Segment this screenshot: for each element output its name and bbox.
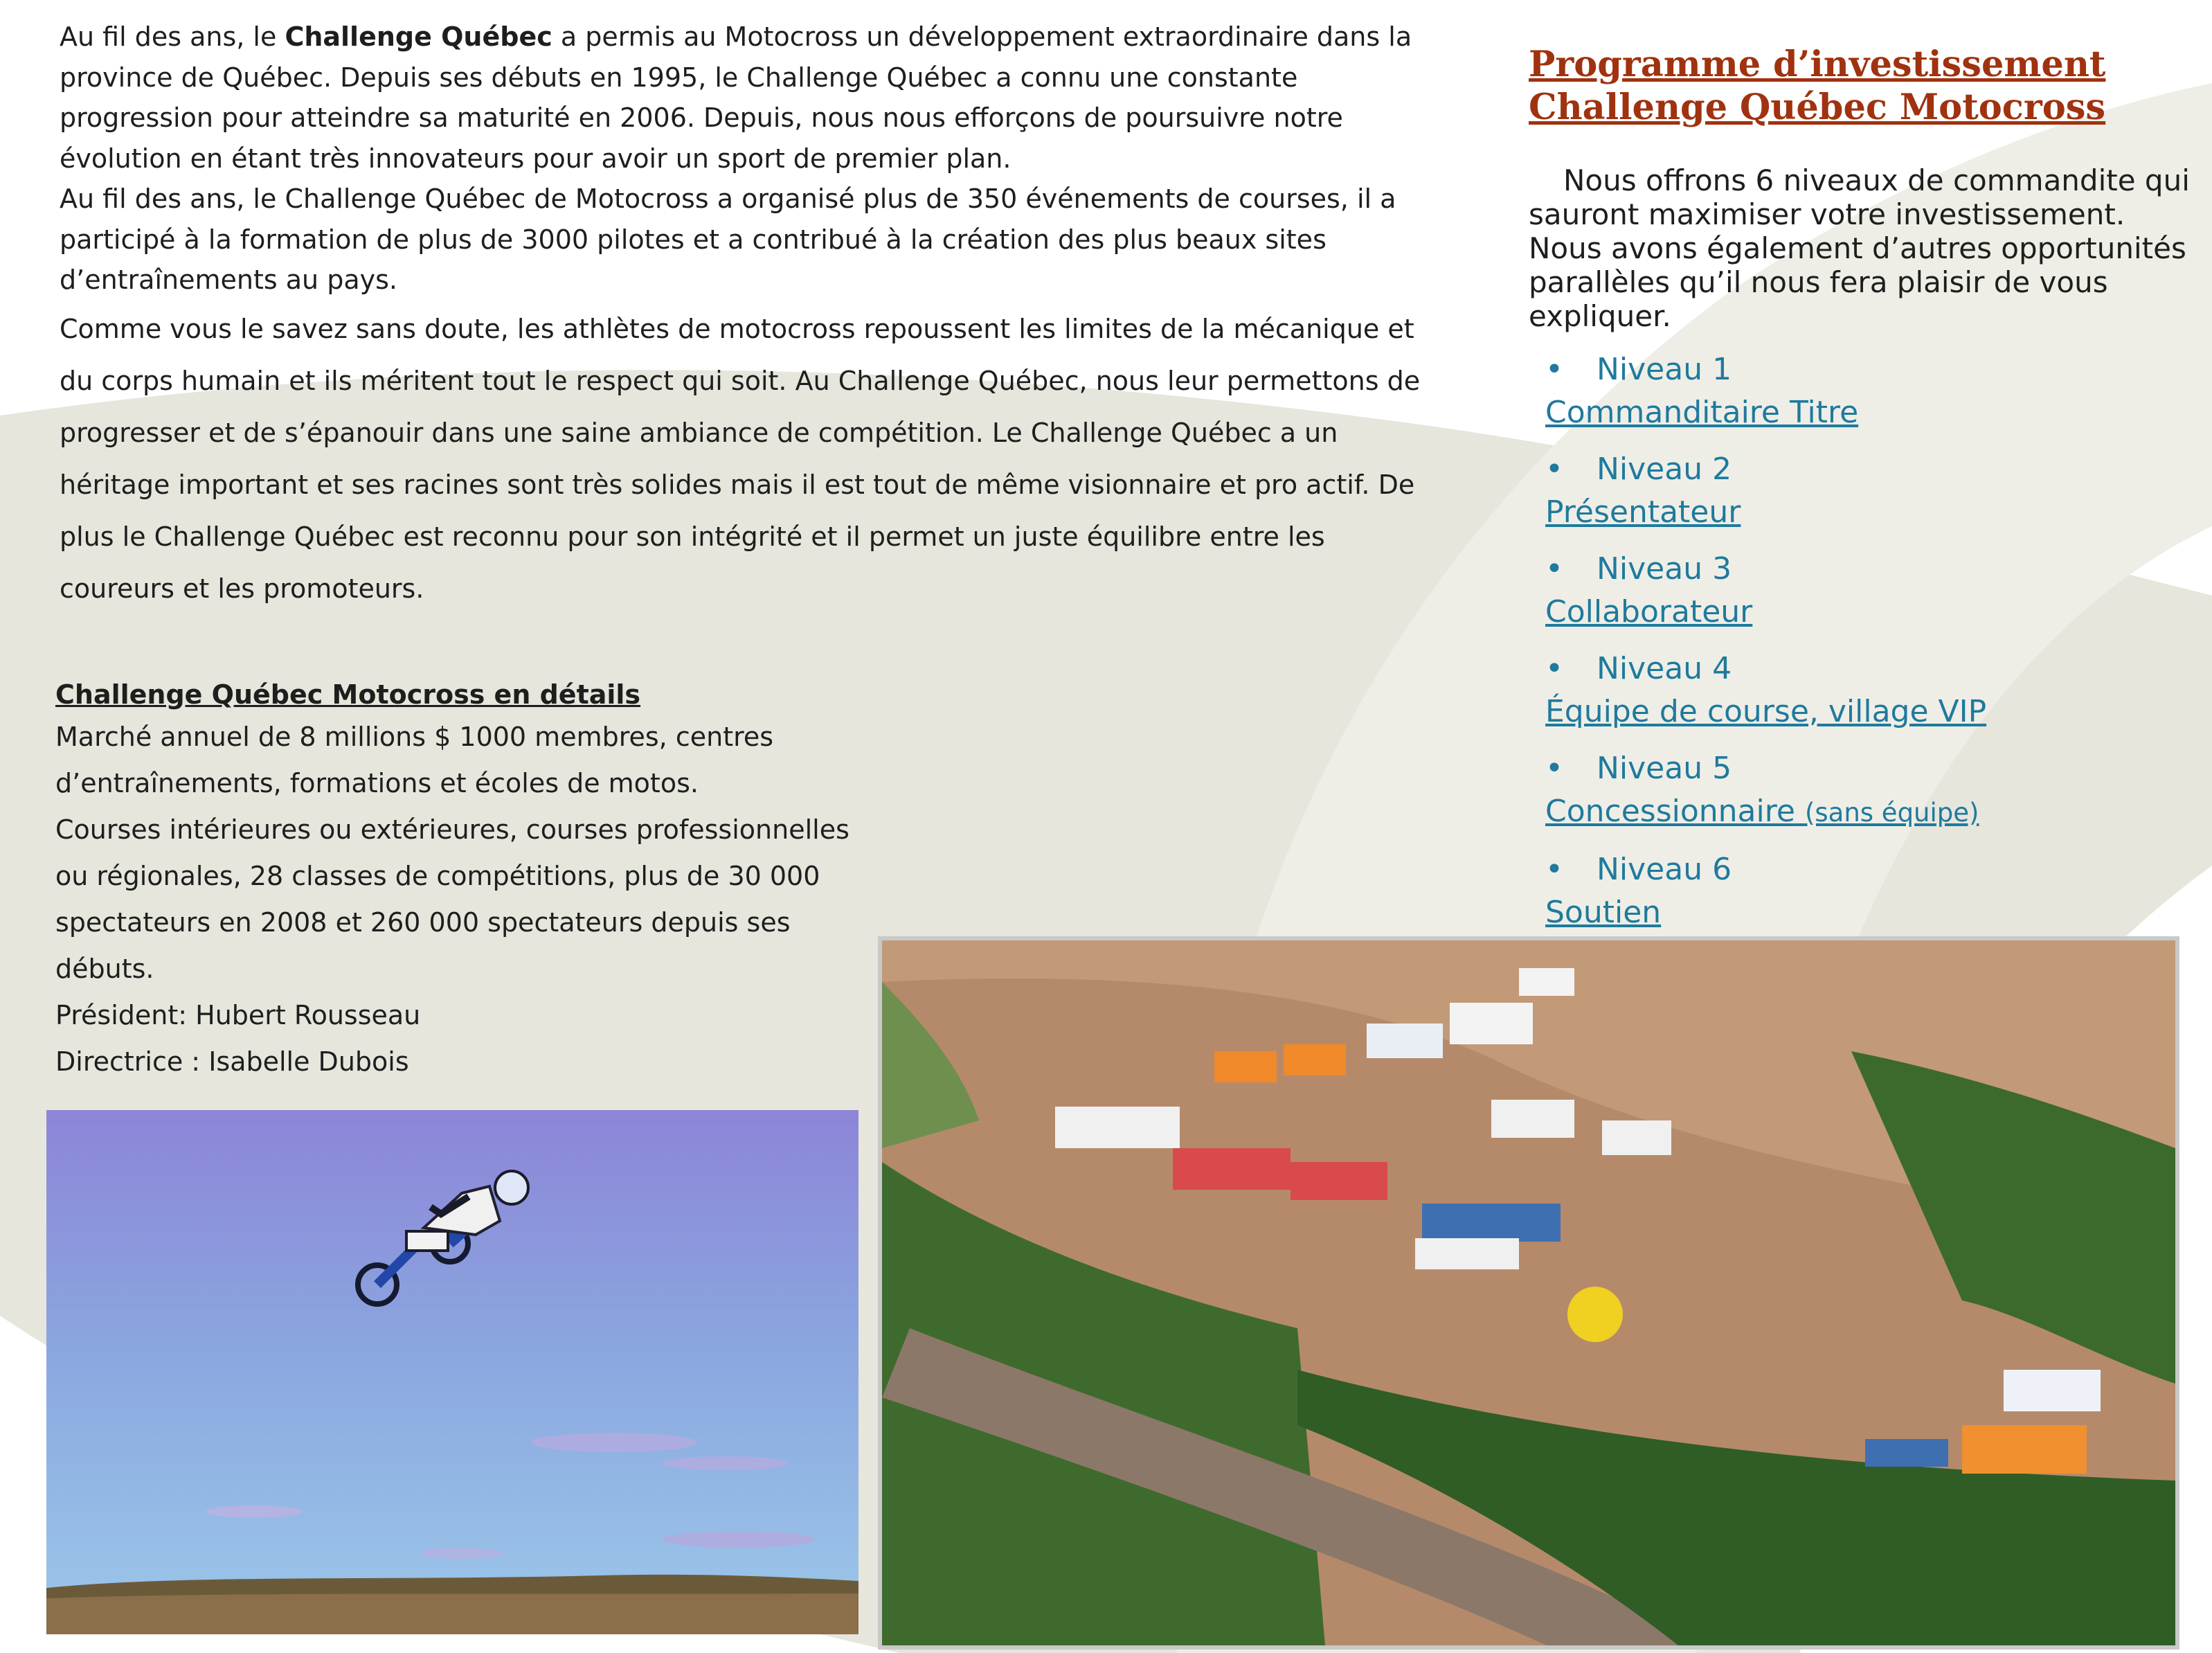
level-item [1545, 747, 2193, 834]
program-title: Programme d’investissement Challenge Québec Motocross [1529, 44, 2106, 128]
level-number: Niveau 5 [1597, 751, 1732, 786]
level-item [1545, 848, 2193, 934]
details-line: Marché annuel de 8 millions $ 1000 membres, centres d’entraînements, formations et écoles de motos. [55, 722, 774, 798]
bullet-icon: • [1545, 551, 1563, 587]
aerial-paddock-photo [878, 936, 2179, 1650]
level-number: Niveau 4 [1597, 651, 1732, 686]
intro-paragraph-2: Au fil des ans, le Challenge Québec de Motocross a organisé plus de 350 événements de courses, il a participé à la formation de plus de 3000 pilotes et a contribué à la création des plus beaux sites d’entraînements au pays. [60, 184, 1396, 295]
bullet-icon: • [1545, 452, 1563, 487]
details-director: Directrice : Isabelle Dubois [55, 1046, 409, 1077]
intro-paragraph-3: Comme vous le savez sans doute, les athlètes de motocross repoussent les limites de la mécanique et du corps humain et ils méritent tout le respect qui soit. Au Challenge Québec, nous leur permettons de progresser et de s’épanouir dans une saine ambiance de compétition. Le Challenge Québec a un héritage important et ses racines sont très solides mais il est tout de même visionnaire et pro actif. De plus le Challenge Québec est reconnu pour son intégrité et il permet un juste équilibre entre les coureurs et les promoteurs. [60, 313, 1421, 604]
level-number: Niveau 6 [1597, 852, 1732, 887]
level-link-race-team[interactable]: Équipe de course, village VIP [1545, 694, 1987, 729]
bullet-icon: • [1545, 651, 1563, 686]
level-link-collaborator[interactable]: Collaborateur [1545, 594, 1753, 629]
level-item [1545, 448, 2193, 534]
level-item [1545, 647, 2193, 733]
details-section [55, 675, 858, 1085]
intro-paragraph-1: Au fil des ans, le Challenge Québec a permis au Motocross un développement extraordinaire dans la province de Québec. Depuis ses débuts en 1995, le Challenge Québec a connu une constante progression pour atteindre sa maturité en 2006. Depuis, nous nous efforçons de poursuivre notre évolution en étant très innovateurs pour avoir un sport de premier plan. [60, 21, 1412, 174]
details-line: Courses intérieures ou extérieures, courses professionnelles ou régionales, 28 classes de compétitions, plus de 30 000 spectateurs en 2008 et 260 000 spectateurs depuis ses débuts. [55, 814, 849, 984]
details-heading: Challenge Québec Motocross en détails [55, 679, 641, 710]
intro-text [60, 17, 1444, 615]
intro-brand-name: Challenge Québec [285, 21, 552, 52]
program-intro: Nous offrons 6 niveaux de commandite qui sauront maximiser votre investissement. Nous avons également d’autres opportunités parallèles qu’il nous fera plaisir de vous expliquer. [1529, 163, 2190, 333]
level-link-dealer[interactable]: Concessionnaire (sans équipe) [1545, 794, 1979, 829]
bullet-icon: • [1545, 751, 1563, 786]
details-president: Président: Hubert Rousseau [55, 1000, 421, 1030]
bullet-icon: • [1545, 852, 1563, 887]
level-item [1545, 348, 2193, 434]
level-number: Niveau 2 [1597, 452, 1732, 487]
sponsorship-levels [1529, 348, 2193, 934]
level-number: Niveau 3 [1597, 551, 1732, 587]
level-link-title-sponsor[interactable]: Commanditaire Titre [1545, 395, 1859, 430]
level-link-support[interactable]: Soutien [1545, 895, 1662, 930]
level-item [1545, 548, 2193, 634]
investment-program [1529, 43, 2193, 948]
bullet-icon: • [1545, 352, 1563, 387]
level-link-presenter[interactable]: Présentateur [1545, 494, 1741, 530]
motocross-jump-photo [46, 1110, 858, 1634]
level-note: (sans équipe) [1804, 798, 1979, 828]
level-number: Niveau 1 [1597, 352, 1732, 387]
